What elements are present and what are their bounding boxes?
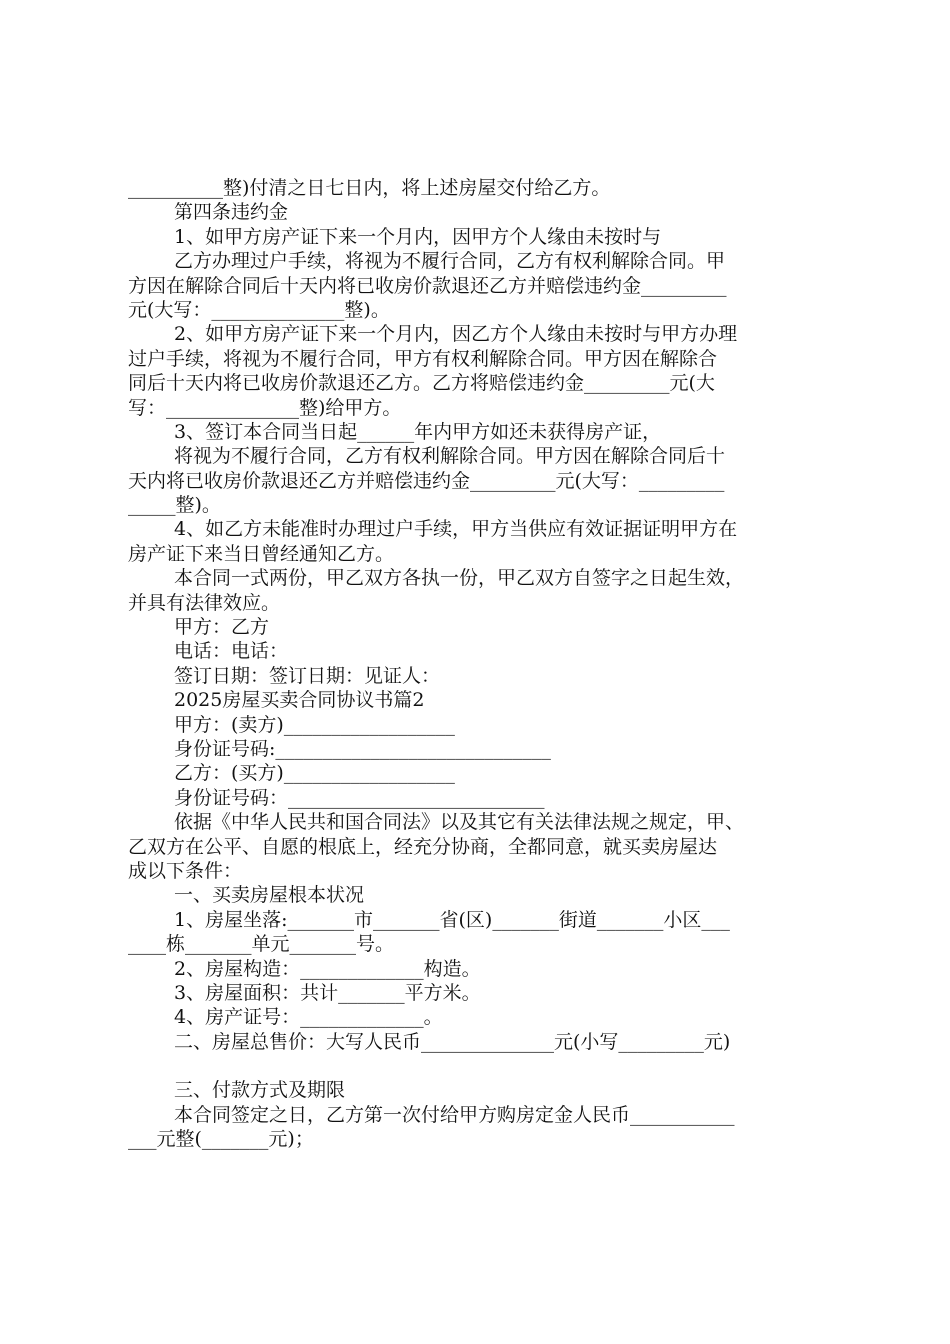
text-line: 天内将已收房价款退还乙方并赔偿违约金_________元(大写：_________ — [128, 469, 725, 492]
text-line: 依据《中华人民共和国合同法》以及其它有关法律法规之规定，甲、 — [174, 811, 745, 834]
text-line: 甲方：乙方 — [174, 616, 270, 639]
text-line: _____整)。 — [128, 494, 221, 517]
text-line: 第四条违约金 — [174, 201, 289, 224]
text-line: 乙方：(买方)__________________ — [174, 762, 455, 785]
text-line: 乙双方在公平、自愿的根底上，经充分协商，全都同意，就买卖房屋达 — [128, 835, 718, 858]
document-page — [128, 176, 834, 1152]
text-line: 成以下条件： — [128, 859, 243, 882]
text-line: 将视为不履行合同，乙方有权利解除合同。甲方因在解除合同后十 — [174, 445, 726, 468]
text-line: 元(大写：______________整)。 — [128, 298, 390, 321]
text-line: 三、付款方式及期限 — [174, 1079, 346, 1102]
text-line: 过户手续，将视为不履行合同，甲方有权利解除合同。甲方因在解除合 — [128, 347, 718, 370]
text-line: 一、买卖房屋根本状况 — [174, 884, 365, 907]
text-line: 甲方：(卖方)__________________ — [174, 713, 455, 736]
text-line: 1、房屋坐落:_______市_______省(区)_______街道_______小区___ — [174, 908, 730, 931]
text-line: 3、房屋面积：共计_______平方米。 — [174, 981, 481, 1004]
text-line: 写：______________整)给甲方。 — [128, 396, 402, 419]
text-line — [128, 1054, 834, 1078]
text-line: 本合同签定之日，乙方第一次付给甲方购房定金人民币___________ — [174, 1103, 735, 1126]
text-line: 身份证号码:_____________________________ — [174, 737, 551, 760]
text-line: ___元整(_______元)； — [128, 1128, 314, 1151]
text-line: 方因在解除合同后十天内将已收房价款退还乙方并赔偿违约金_________ — [128, 274, 727, 297]
text-line: 本合同一式两份，甲乙双方各执一份，甲乙双方自签字之日起生效， — [174, 567, 745, 590]
text-line: 身份证号码：___________________________ — [174, 786, 545, 809]
text-line: 二、房屋总售价：大写人民币______________元(小写_________元) — [174, 1030, 731, 1053]
text-line: ____栋_______单元_______号。 — [128, 933, 395, 956]
text-line: 3、签订本合同当日起______年内甲方如还未获得房产证， — [174, 420, 662, 443]
text-line: 签订日期：签订日期：见证人： — [174, 664, 441, 687]
text-line: 1、如甲方房产证下来一个月内，因甲方个人缘由未按时与 — [174, 225, 662, 248]
text-line: 2025房屋买卖合同协议书篇2 — [174, 689, 425, 712]
text-line: 2、如甲方房产证下来一个月内，因乙方个人缘由未按时与甲方办理 — [174, 323, 738, 346]
text-line: 乙方办理过户手续，将视为不履行合同，乙方有权利解除合同。甲 — [174, 250, 726, 273]
text-line: __________整)付清之日七日内，将上述房屋交付给乙方。 — [128, 177, 611, 199]
text-line: 电话：电话： — [174, 640, 289, 663]
text-line: 4、房产证号：_____________。 — [174, 1006, 443, 1029]
text-line: 房产证下来当日曾经通知乙方。 — [128, 542, 395, 565]
text-line: 2、房屋构造：_____________构造。 — [174, 957, 481, 980]
text-line: 并具有法律效应。 — [128, 591, 281, 614]
text-line: 同后十天内将已收房价款退还乙方。乙方将赔偿违约金_________元(大 — [128, 372, 715, 395]
text-line: 4、如乙方未能准时办理过户手续，甲方当供应有效证据证明甲方在 — [174, 518, 738, 541]
